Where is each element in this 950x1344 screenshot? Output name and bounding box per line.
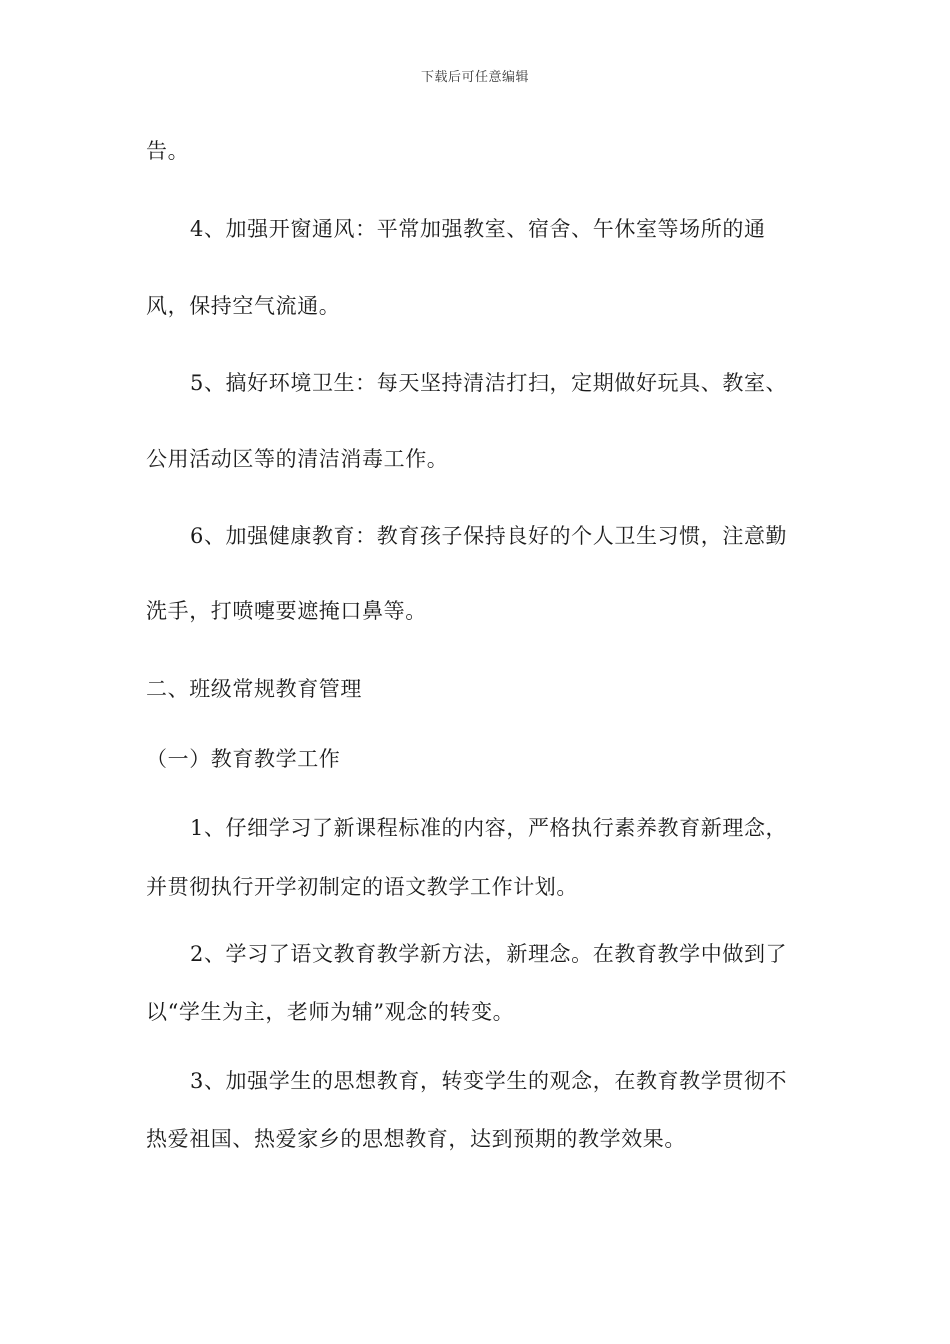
body-line: 并贯彻执行开学初制定的语文教学工作计划。 bbox=[146, 875, 578, 899]
body-line: 2、学习了语文教育教学新方法，新理念。在教育教学中做到了 bbox=[190, 942, 788, 966]
section-heading: 二、班级常规教育管理 bbox=[146, 677, 362, 701]
body-line: 告。 bbox=[146, 139, 190, 163]
body-line: 风，保持空气流通。 bbox=[146, 294, 341, 318]
body-line: 热爱祖国、热爱家乡的思想教育，达到预期的教学效果。 bbox=[146, 1127, 686, 1151]
body-line: 洗手，打喷嚏要遮掩口鼻等。 bbox=[146, 599, 427, 623]
body-line: 6、加强健康教育：教育孩子保持良好的个人卫生习惯，注意勤 bbox=[190, 524, 788, 548]
body-line: 公用活动区等的清洁消毒工作。 bbox=[146, 447, 449, 471]
body-line: 3、加强学生的思想教育，转变学生的观念，在教育教学贯彻不 bbox=[190, 1069, 788, 1093]
body-line: 5、搞好环境卫生：每天坚持清洁打扫，定期做好玩具、教室、 bbox=[190, 371, 788, 395]
page-header: 下载后可任意编辑 bbox=[420, 70, 529, 85]
body-line: 以“学生为主，老师为辅”观念的转变。 bbox=[146, 1000, 515, 1024]
body-line: 4、加强开窗通风：平常加强教室、宿舍、午休室等场所的通 bbox=[190, 217, 766, 241]
body-line: 1、仔细学习了新课程标准的内容，严格执行素养教育新理念， bbox=[190, 816, 788, 840]
subsection-heading: （一）教育教学工作 bbox=[146, 747, 341, 771]
